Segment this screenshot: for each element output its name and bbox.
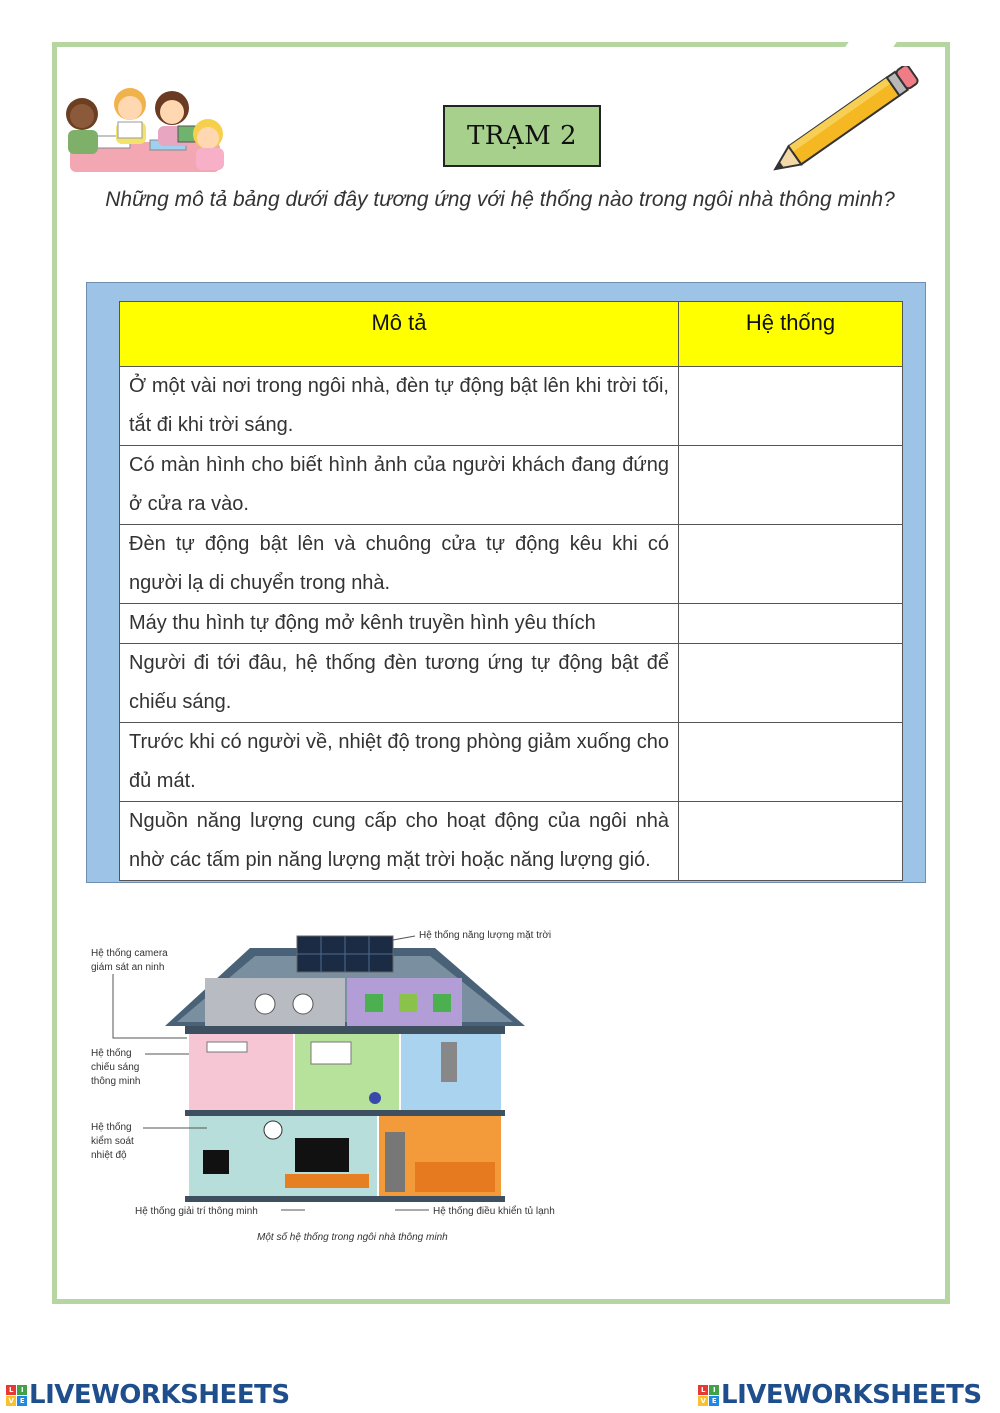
- question-text: Những mô tả bảng dưới đây tương ứng với hệ thống nào trong ngôi nhà thông minh?: [105, 188, 895, 211]
- table-row: [120, 367, 903, 446]
- label-camera-line2: giám sát an ninh: [91, 962, 165, 973]
- label-temp-line1: Hệ thống: [91, 1122, 132, 1133]
- table-row: [120, 802, 903, 881]
- liveworksheets-logo-left: [6, 1378, 290, 1412]
- label-entertainment: Hệ thống giải trí thông minh: [135, 1206, 258, 1217]
- brand-text: LIVEWORKSHEETS: [721, 1380, 982, 1410]
- label-temp-line2: kiểm soát: [91, 1136, 134, 1147]
- label-fridge: Hệ thống điều khiển tủ lạnh: [433, 1206, 555, 1217]
- table-row: [120, 446, 903, 525]
- logo-blocks-icon: L I V E: [698, 1385, 719, 1406]
- liveworksheets-logo-right: [698, 1378, 982, 1412]
- table-row: [120, 644, 903, 723]
- description-cell: Người đi tới đâu, hệ thống đèn tương ứng tự động bật để chiếu sáng.: [120, 644, 679, 723]
- label-lighting-line2: chiếu sáng: [91, 1062, 140, 1073]
- system-answer-cell[interactable]: [679, 367, 903, 446]
- description-cell: Trước khi có người về, nhiệt độ trong phòng giảm xuống cho đủ mát.: [120, 723, 679, 802]
- table-row: [120, 525, 903, 604]
- pencil-icon: [756, 66, 932, 176]
- brand-text: LIVEWORKSHEETS: [29, 1380, 290, 1410]
- label-temp-line3: nhiệt độ: [91, 1150, 127, 1161]
- system-answer-cell[interactable]: [679, 802, 903, 881]
- description-cell: Có màn hình cho biết hình ảnh của người khách đang đứng ở cửa ra vào.: [120, 446, 679, 525]
- description-cell: Máy thu hình tự động mở kênh truyền hình yêu thích: [120, 604, 679, 644]
- table-row: [120, 723, 903, 802]
- description-cell: Đèn tự động bật lên và chuông cửa tự động kêu khi có người lạ di chuyển trong nhà.: [120, 525, 679, 604]
- system-answer-cell[interactable]: [679, 723, 903, 802]
- smart-house-diagram: [85, 918, 585, 1248]
- table-header-row: [120, 302, 903, 367]
- label-lighting-line1: Hệ thống: [91, 1048, 132, 1059]
- label-solar: Hệ thống năng lượng mặt trời: [419, 930, 552, 941]
- frame-corner-cut: [843, 36, 901, 50]
- diagram-caption: Một số hệ thống trong ngôi nhà thông minh: [257, 1232, 448, 1243]
- header-description: Mô tả: [120, 302, 679, 367]
- description-cell: Ở một vài nơi trong ngôi nhà, đèn tự động bật lên khi trời tối, tắt đi khi trời sáng.: [120, 367, 679, 446]
- system-answer-cell[interactable]: [679, 604, 903, 644]
- system-answer-cell[interactable]: [679, 446, 903, 525]
- label-camera-line1: Hệ thống camera: [91, 948, 168, 959]
- header-system: Hệ thống: [679, 302, 903, 367]
- system-answer-cell[interactable]: [679, 644, 903, 723]
- description-cell: Nguồn năng lượng cung cấp cho hoạt động của ngôi nhà nhờ các tấm pin năng lượng mặt trời hoặc năng lượng gió.: [120, 802, 679, 881]
- table-row: [120, 604, 903, 644]
- matching-table: [119, 301, 903, 881]
- station-title: TRẠM 2: [443, 105, 601, 167]
- children-reading-illustration: [60, 84, 232, 176]
- label-lighting-line3: thông minh: [91, 1076, 141, 1087]
- system-answer-cell[interactable]: [679, 525, 903, 604]
- logo-blocks-icon: L I V E: [6, 1385, 27, 1406]
